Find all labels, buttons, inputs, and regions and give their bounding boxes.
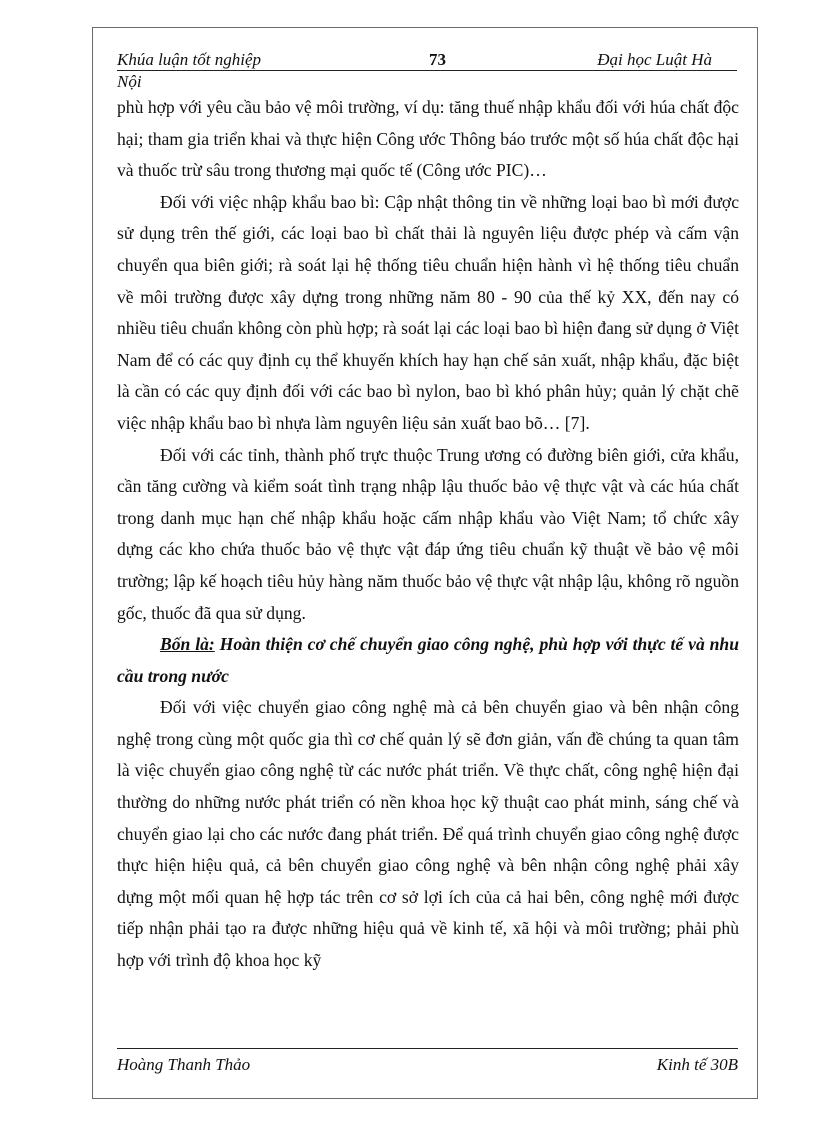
header-university: Đại học Luật Hà	[597, 50, 712, 69]
page-number: 73	[429, 50, 446, 69]
paragraph-packaging-import: Đối với việc nhập khẩu bao bì: Cập nhật thông tin về những loại bao bì mới được sử dụng trên thế giới, các loại bao bì chất thải là nguyên liệu được phép và cấm vận chuyển qua biên giới; rà soát lại hệ thống tiêu chuẩn hiện hành vì hệ thống tiêu chuẩn về môi trường được xây dựng trong những năm 80 - 90 của thế kỷ XX, đến nay có nhiều tiêu chuẩn không còn phù hợp; rà soát lại các loại bao bì hiện đang sử dụng ở Việt Nam để có các quy định cụ thể khuyến khích hay hạn chế sản xuất, nhập khẩu, đặc biệt là cần có các quy định đối với các bao bì nylon, bao bì khó phân hủy; quản lý chặt chẽ việc nhập khẩu bao bì nhựa làm nguyên liệu sản xuất bao bõ… [7].	[117, 191, 739, 433]
paragraph-provinces: Đối với các tỉnh, thành phố trực thuộc Trung ương có đường biên giới, cửa khẩu, cần tăng cường và kiểm soát tình trạng nhập lậu thuốc bảo vệ thực vật và các húa chất trong danh mục hạn chế nhập khẩu hoặc cấm nhập khẩu vào Việt Nam; tổ chức xây dựng các kho chứa thuốc bảo vệ thực vật đáp ứng tiêu chuẩn kỹ thuật về bảo vệ môi trường; lập kế hoạch tiêu hủy hàng năm thuốc bảo vệ thực vật nhập lậu, không rõ nguồn gốc, thuốc đã qua sử dụng.	[117, 444, 739, 623]
page-header	[117, 48, 737, 71]
section-heading	[117, 629, 739, 692]
paragraph-technology-transfer: Đối với việc chuyển giao công nghệ mà cả bên chuyển giao và bên nhận công nghệ trong cùng một quốc gia thì cơ chế quản lý sẽ đơn giản, vấn đề chúng ta quan tâm là việc chuyển giao công nghệ từ các nước phát triển. Về thực chất, công nghệ hiện đại thường do những nước phát triển có nền khoa học kỹ thuật cao phát minh, sáng chế và chuyển giao lại cho các nước đang phát triển. Để quá trình chuyển giao công nghệ được thực hiện hiệu quả, cả bên chuyển giao công nghệ và bên nhận công nghệ phải xây dựng một mối quan hệ hợp tác trên cơ sở lợi ích của cả hai bên, công nghệ mới được tiếp nhận phải tạo ra được những hiệu quả về kinh tế, xã hội và môi trường; phải phù hợp với trình độ khoa học kỹ	[117, 697, 739, 971]
paragraph-1: phù hợp với yêu cầu bảo vệ môi trường, ví dụ: tăng thuế nhập khẩu đối với húa chất độc hại; tham gia triển khai và thực hiện Công ước Thông báo trước một số húa chất độc hại và thuốc trừ sâu trong thương mại quốc tế (Công ước PIC)…	[117, 97, 739, 181]
page-footer	[117, 1048, 738, 1074]
document-body	[117, 92, 739, 977]
heading-text: Hoàn thiện cơ chế chuyển giao công nghệ, phù hợp với thực tế và nhu cầu trong nước	[117, 634, 739, 686]
heading-lead: Bốn là:	[160, 634, 215, 655]
footer-author: Hoàng Thanh Thảo	[117, 1055, 251, 1074]
header-thesis-title: Khúa luận tốt nghiệp	[117, 50, 262, 69]
header-university-continuation: Nội	[117, 72, 142, 91]
footer-class: Kinh tế 30B	[656, 1055, 738, 1074]
